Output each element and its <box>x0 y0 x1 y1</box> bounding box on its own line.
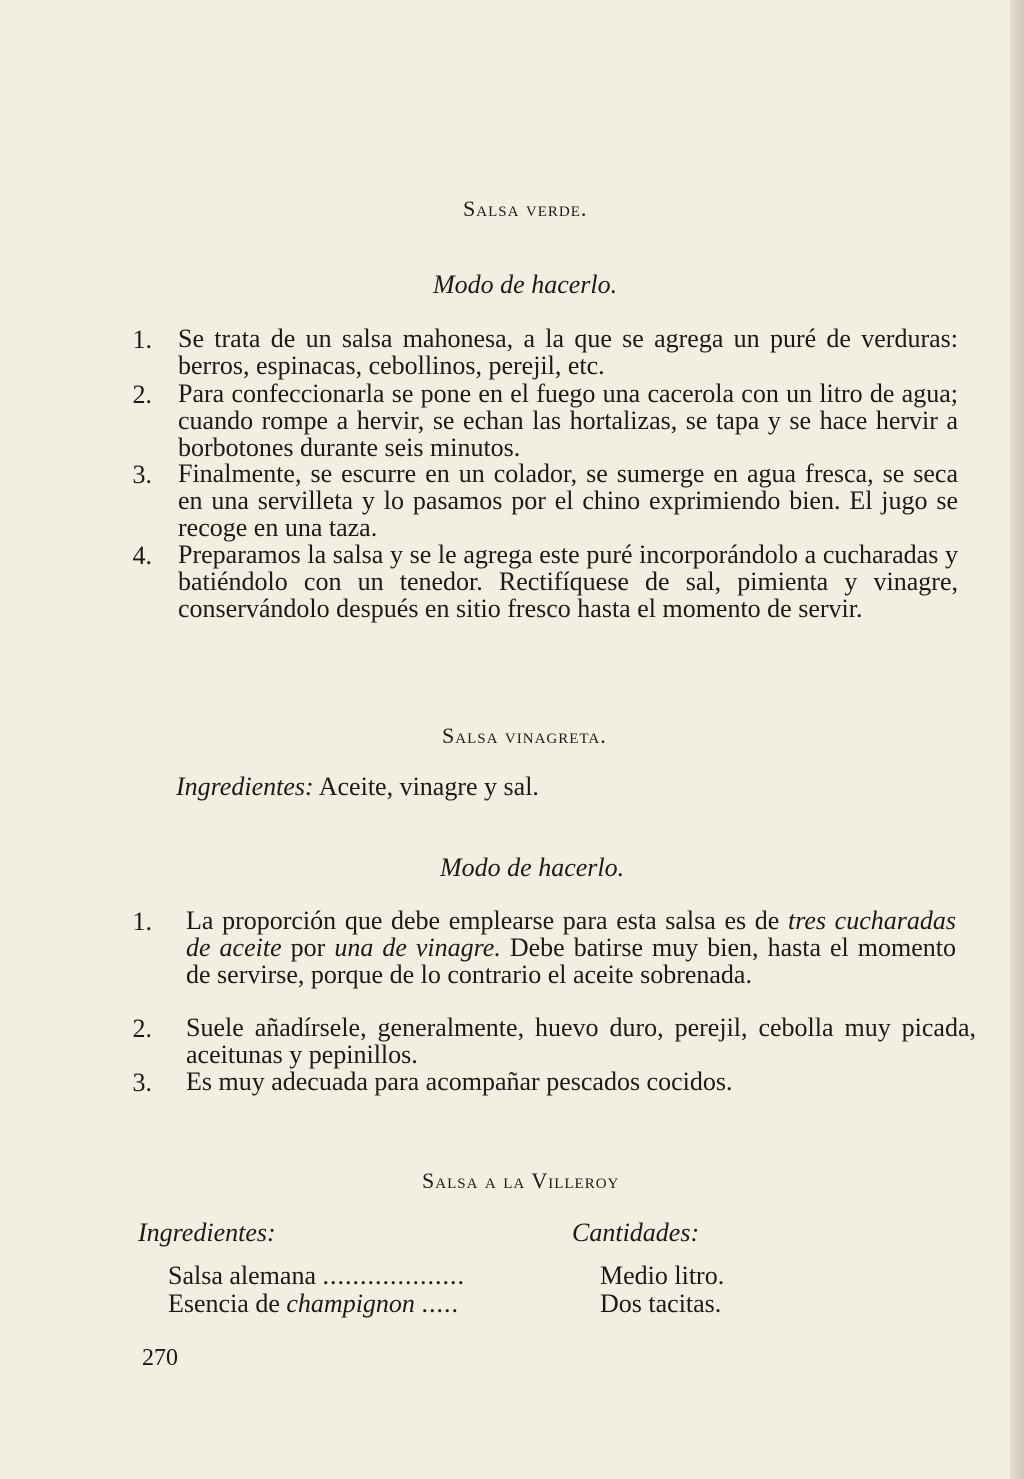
ingredients-header: Ingredientes: <box>138 1218 276 1247</box>
step-number: 4. <box>132 541 152 570</box>
ingredient-quantity: Dos tacitas. <box>600 1289 722 1318</box>
step-text: Se trata de un salsa mahonesa, a la que se agrega un puré de verduras: berros, espinacas, cebollinos, perejil, etc. <box>178 324 958 380</box>
ingredient-name: Esencia de <box>168 1289 287 1318</box>
step-text-part: La proporción que debe emplearse para esta salsa es de <box>186 906 788 935</box>
ingredients-label: Ingredientes: <box>176 772 314 801</box>
ingredient-quantity: Medio litro. <box>600 1261 725 1290</box>
step-text-part: Debe batirse muy bien, hasta el momento de servirse, porque de lo contrario el aceite sobrenada. <box>186 933 956 989</box>
section-title-salsa-vinagreta: Salsa vinagreta. <box>442 723 607 748</box>
section-title-salsa-villeroy: Salsa a la Villeroy <box>422 1168 620 1193</box>
step-text: Es muy adecuada para acompañar pescados cocidos. <box>186 1067 733 1096</box>
section-subtitle: Modo de hacerlo. <box>440 853 625 882</box>
leader-dots: ................... <box>322 1261 465 1290</box>
step-text: Suele añadírsele, generalmente, huevo duro, perejil, cebolla muy picada, aceitunas y pepinillos. <box>186 1013 976 1069</box>
ingredient-name: Salsa alemana <box>168 1261 316 1290</box>
step-text: Finalmente, se escurre en un colador, se sumerge en agua fresca, se seca en una servilleta y lo pasamos por el chino exprimiendo bien. El jugo se recoge en una taza. <box>178 459 958 542</box>
page-number: 270 <box>142 1345 178 1371</box>
section-subtitle: Modo de hacerlo. <box>433 270 618 299</box>
page-edge <box>1010 0 1024 1479</box>
step-text: Para confeccionarla se pone en el fuego una cacerola con un litro de agua; cuando rompe a hervir, se echan las hortalizas, se tapa y se hace hervir a borbotones durante seis minutos. <box>178 379 958 462</box>
step-number: 2. <box>132 1014 152 1043</box>
step-text <box>186 907 956 988</box>
step-text-emphasis: una de vinagre. <box>334 933 501 962</box>
step-text-emphasis: tres cucharadas de aceite <box>186 906 956 962</box>
ingredients-text: Aceite, vinagre y sal. <box>318 772 539 801</box>
step-number: 3. <box>132 1068 152 1097</box>
step-number: 3. <box>132 460 152 489</box>
step-number: 2. <box>132 380 152 409</box>
leader-dots: ..... <box>421 1289 459 1318</box>
ingredients-line <box>176 773 539 800</box>
ingredient-row <box>168 1262 465 1289</box>
quantities-header: Cantidades: <box>572 1218 700 1247</box>
section-title-salsa-verde: Salsa verde. <box>463 196 588 221</box>
step-text: Preparamos la salsa y se le agrega este puré incorporándolo a cucharadas y batiéndolo con un tenedor. Rectifíquese de sal, pimienta y vinagre, conservándolo después en sitio fresco hasta el momento de servir. <box>178 540 958 623</box>
ingredient-name-italic: champignon <box>286 1289 415 1318</box>
step-number: 1. <box>132 907 152 936</box>
step-text-part: por <box>281 933 335 962</box>
step-number: 1. <box>132 325 152 354</box>
ingredient-row <box>168 1290 459 1317</box>
